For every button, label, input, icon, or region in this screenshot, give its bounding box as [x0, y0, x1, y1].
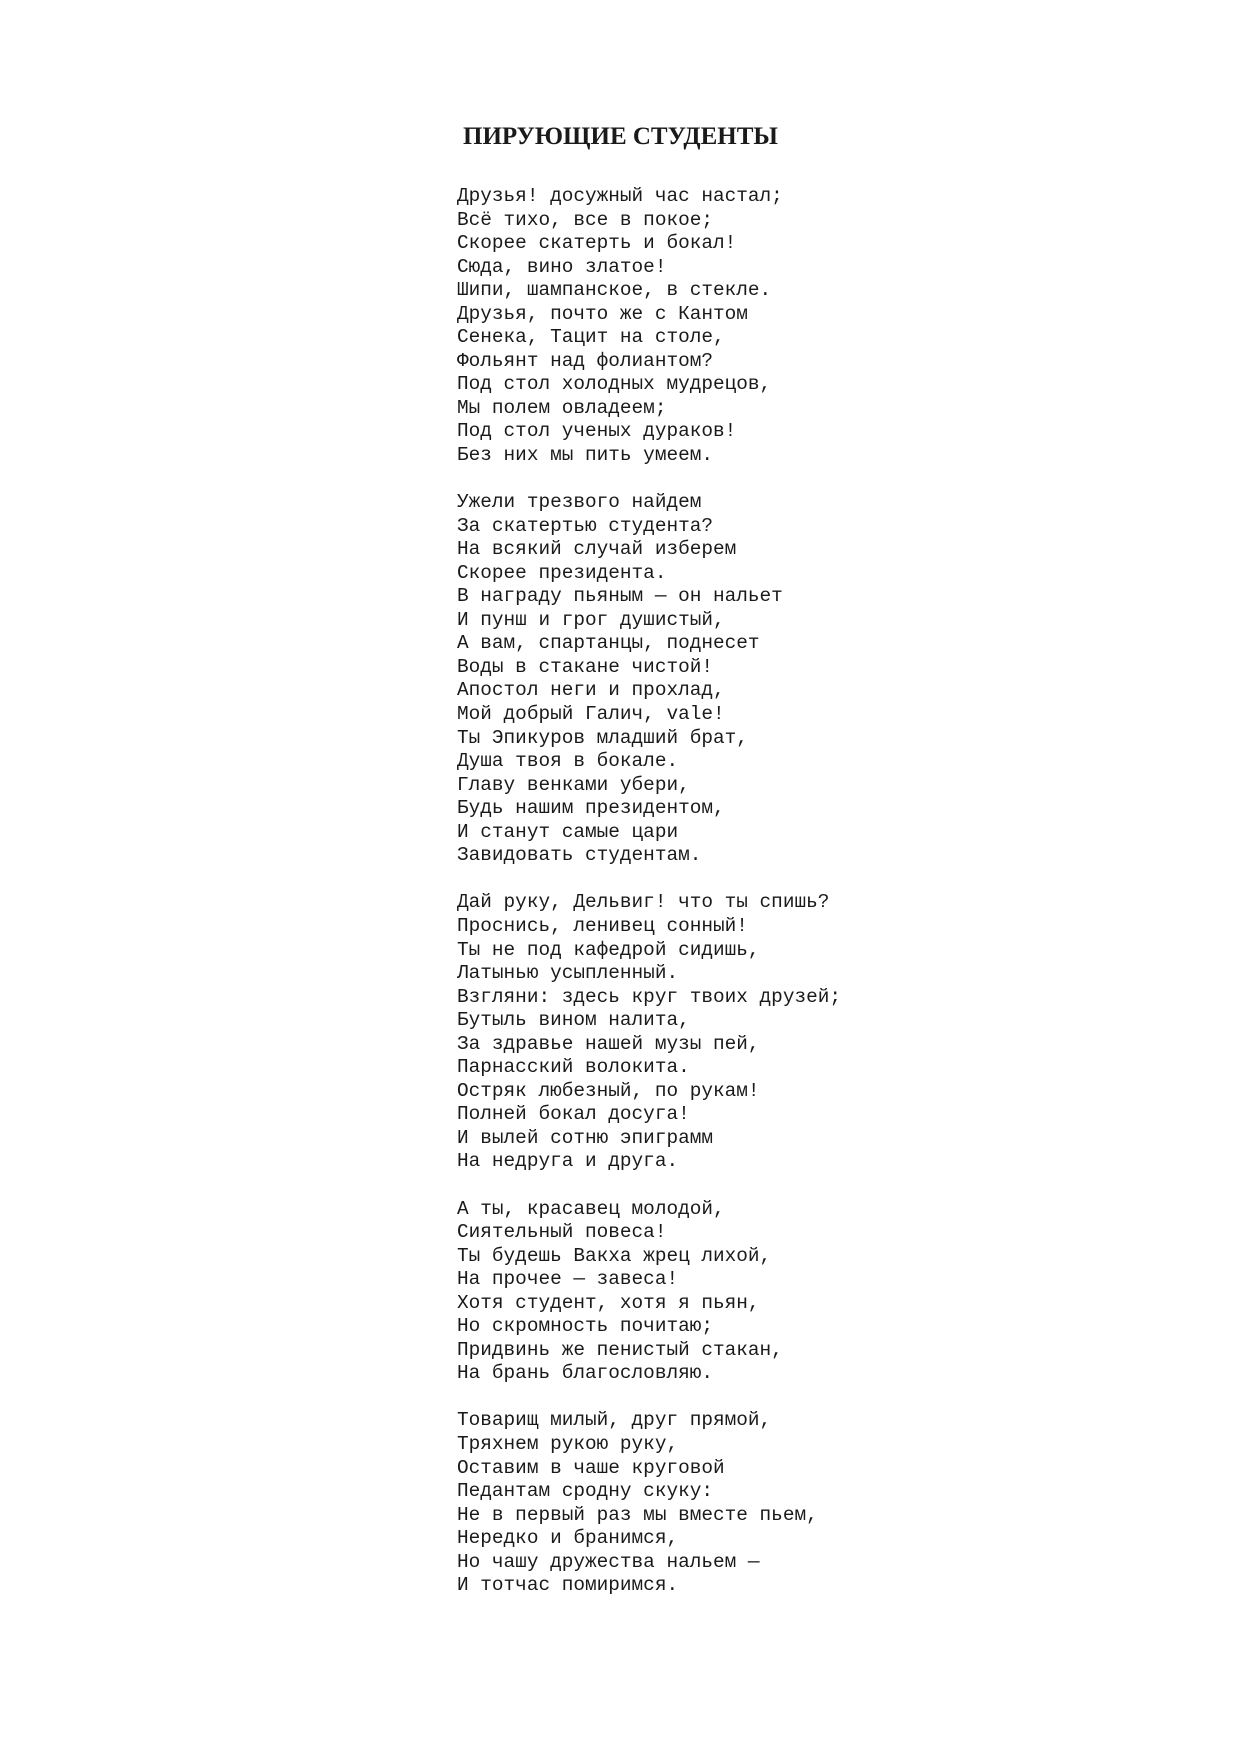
poem-line: Будь нашим президентом,: [457, 797, 725, 820]
poem-title: [0, 122, 1241, 152]
poem-line: Без них мы пить умеем.: [457, 444, 713, 467]
poem-line: На всякий случай изберем: [457, 538, 737, 561]
poem-line: Педантам сродну скуку:: [457, 1480, 713, 1503]
poem-line: Воды в стакане чистой!: [457, 655, 713, 678]
poem-line: На брань благословляю.: [457, 1362, 713, 1385]
stanza-5: [457, 1409, 841, 1597]
poem-line: А ты, красавец молодой,: [457, 1197, 725, 1220]
poem-line: Но скромность почитаю;: [457, 1315, 713, 1338]
poem-line: И вылей сотню эпиграмм: [457, 1126, 713, 1149]
poem-line: Придвинь же пенистый стакан,: [457, 1338, 783, 1361]
poem-line: За скатертью студента?: [457, 514, 713, 537]
poem-line: Ты Эпикуров младший брат,: [457, 726, 748, 749]
poem-line: Сенека, Тацит на столе,: [457, 326, 725, 349]
stanza-2: [457, 491, 841, 868]
stanza-4: [457, 1198, 841, 1386]
poem-line: Взгляни: здесь круг твоих друзей;: [457, 985, 841, 1008]
stanza-1: [457, 185, 841, 468]
poem-line: Шипи, шампанское, в стекле.: [457, 279, 772, 302]
poem-body: [457, 185, 841, 1598]
poem-line: А вам, спартанцы, поднесет: [457, 632, 760, 655]
poem-line: Мой добрый Галич, vale!: [457, 703, 725, 726]
poem-line: Друзья, почто же с Кантом: [457, 302, 748, 325]
poem-line: Дай руку, Дельвиг! что ты спишь?: [457, 891, 830, 914]
poem-line: Фольянт над фолиантом?: [457, 349, 713, 372]
poem-line: Полней бокал досуга!: [457, 1103, 690, 1126]
poem-line: Ты будешь Вакха жрец лихой,: [457, 1244, 772, 1267]
poem-line: Бутыль вином налита,: [457, 1009, 690, 1032]
poem-line: На недруга и друга.: [457, 1150, 679, 1173]
poem-line: Но чашу дружества нальем —: [457, 1550, 760, 1573]
poem-title-text: ПИРУЮЩИЕ СТУДЕНТЫ: [463, 123, 778, 150]
stanza-3: [457, 891, 841, 1174]
poem-line: Всё тихо, все в покое;: [457, 208, 713, 231]
poem-line: И тотчас помиримся.: [457, 1574, 679, 1597]
poem-line: Скорее президента.: [457, 561, 667, 584]
poem-line: Апостол неги и прохлад,: [457, 679, 725, 702]
poem-line: Проснись, ленивец сонный!: [457, 914, 748, 937]
poem-line: За здравье нашей музы пей,: [457, 1032, 760, 1055]
poem-line: Товарищ милый, друг прямой,: [457, 1409, 772, 1432]
poem-line: Ужели трезвого найдем: [457, 491, 702, 514]
poem-line: Друзья! досужный час настал;: [457, 185, 783, 207]
poem-line: И пунш и грог душистый,: [457, 608, 725, 631]
poem-line: Оставим в чаше круговой: [457, 1456, 725, 1479]
poem-line: Под стол ученых дураков!: [457, 420, 737, 443]
poem-line: Сиятельный повеса!: [457, 1221, 667, 1244]
poem-line: Под стол холодных мудрецов,: [457, 373, 772, 396]
poem-line: Завидовать студентам.: [457, 844, 702, 867]
poem-line: И станут самые цари: [457, 820, 679, 843]
poem-line: Нередко и бранимся,: [457, 1527, 679, 1550]
poem-line: Парнасский волокита.: [457, 1056, 690, 1079]
poem-line: Хотя студент, хотя я пьян,: [457, 1291, 760, 1314]
poem-line: Тряхнем рукою руку,: [457, 1432, 679, 1455]
poem-line: Душа твоя в бокале.: [457, 750, 679, 773]
poem-line: Ты не под кафедрой сидишь,: [457, 938, 760, 961]
poem-line: На прочее — завеса!: [457, 1268, 679, 1291]
poem-line: Не в первый раз мы вместе пьем,: [457, 1503, 818, 1526]
poem-line: Мы полем овладеем;: [457, 396, 667, 419]
poem-line: В награду пьяным — он нальет: [457, 585, 783, 608]
poem-line: Сюда, вино златое!: [457, 255, 667, 278]
poem-line: Латынью усыпленный.: [457, 962, 679, 985]
poem-line: Скорее скатерть и бокал!: [457, 232, 737, 255]
poem-line: Остряк любезный, по рукам!: [457, 1079, 760, 1102]
poem-line: Главу венками убери,: [457, 773, 690, 796]
